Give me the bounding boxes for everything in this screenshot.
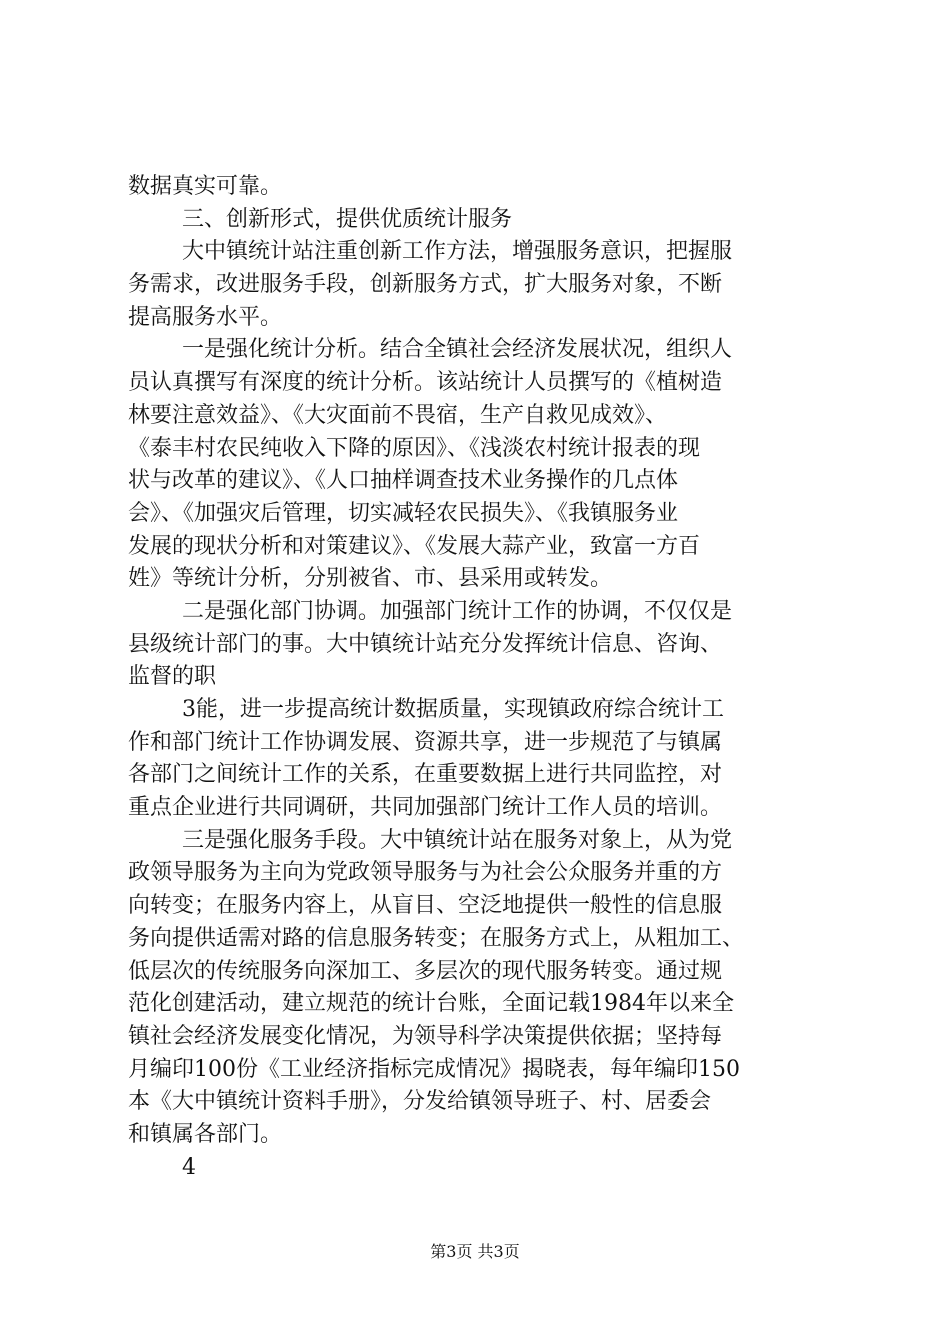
text-line: 务需求，改进服务手段，创新服务方式，扩大服务对象，不断 — [128, 272, 723, 298]
text-line: 重点企业进行共同调研，共同加强部门统计工作人员的培训。 — [128, 795, 723, 821]
text-line: 会》、《加强灾后管理，切实减轻农民损失》、《我镇服务业 — [128, 500, 679, 526]
text-line: 月编印100份《工业经济指标完成情况》揭晓表，每年编印150 — [128, 1056, 740, 1082]
text-line: 员认真撰写有深度的统计分析。该站统计人员撰写的《植树造 — [128, 370, 723, 396]
text-line: 范化创建活动，建立规范的统计台账，全面记载1984年以来全 — [128, 991, 734, 1017]
text-line: 低层次的传统服务向深加工、多层次的现代服务转变。通过规 — [128, 958, 723, 984]
text-line: 数据真实可靠。 — [128, 174, 283, 199]
text-line: 本《大中镇统计资料手册》，分发给镇领导班子、村、居委会 — [128, 1089, 712, 1115]
text-line: 状与改革的建议》、《人口抽样调查技术业务操作的几点体 — [128, 468, 679, 494]
text-line: 姓》等统计分析，分别被省、市、县采用或转发。 — [128, 566, 613, 592]
text-line: 县级统计部门的事。大中镇统计站充分发挥统计信息、咨询、 — [128, 631, 723, 657]
text-line: 各部门之间统计工作的关系，在重要数据上进行共同监控，对 — [128, 762, 723, 788]
text-line: 镇社会经济发展变化情况，为领导科学决策提供依据；坚持每 — [128, 1023, 723, 1049]
text-line: 大中镇统计站注重创新工作方法，增强服务意识，把握服 — [182, 239, 733, 265]
text-line: 作和部门统计工作协调发展、资源共享，进一步规范了与镇属 — [128, 729, 723, 755]
text-line: 和镇属各部门。 — [128, 1121, 283, 1147]
text-line: 《泰丰村农民纯收入下降的原因》、《浅淡农村统计报表的现 — [128, 435, 701, 461]
text-line: 二是强化部门协调。加强部门统计工作的协调，不仅仅是 — [182, 598, 733, 624]
text-line: 林要注意效益》、《大灾面前不畏宿，生产自救见成效》、 — [128, 402, 668, 428]
text-line: 三、创新形式，提供优质统计服务 — [182, 206, 513, 232]
text-line: 3能，进一步提高统计数据质量，实现镇政府综合统计工 — [182, 697, 724, 722]
text-line: 向转变；在服务内容上，从盲目、空泛地提供一般性的信息服 — [128, 893, 723, 919]
text-line: 务向提供适需对路的信息服务转变；在服务方式上，从粗加工、 — [128, 925, 745, 951]
text-line: 一是强化统计分析。结合全镇社会经济发展状况，组织人 — [182, 337, 733, 363]
text-line: 发展的现状分析和对策建议》、《发展大蒜产业，致富一方百 — [128, 533, 701, 559]
text-line: 三是强化服务手段。大中镇统计站在服务对象上，从为党 — [182, 827, 733, 853]
page-footer: 第3页 共3页 — [430, 1242, 520, 1261]
text-line: 政领导服务为主向为党政领导服务与为社会公众服务并重的方 — [128, 860, 723, 886]
text-line: 监督的职 — [128, 664, 217, 690]
text-line: 4 — [182, 1154, 196, 1180]
document-body — [128, 171, 836, 1184]
text-line: 提高服务水平。 — [128, 304, 283, 330]
